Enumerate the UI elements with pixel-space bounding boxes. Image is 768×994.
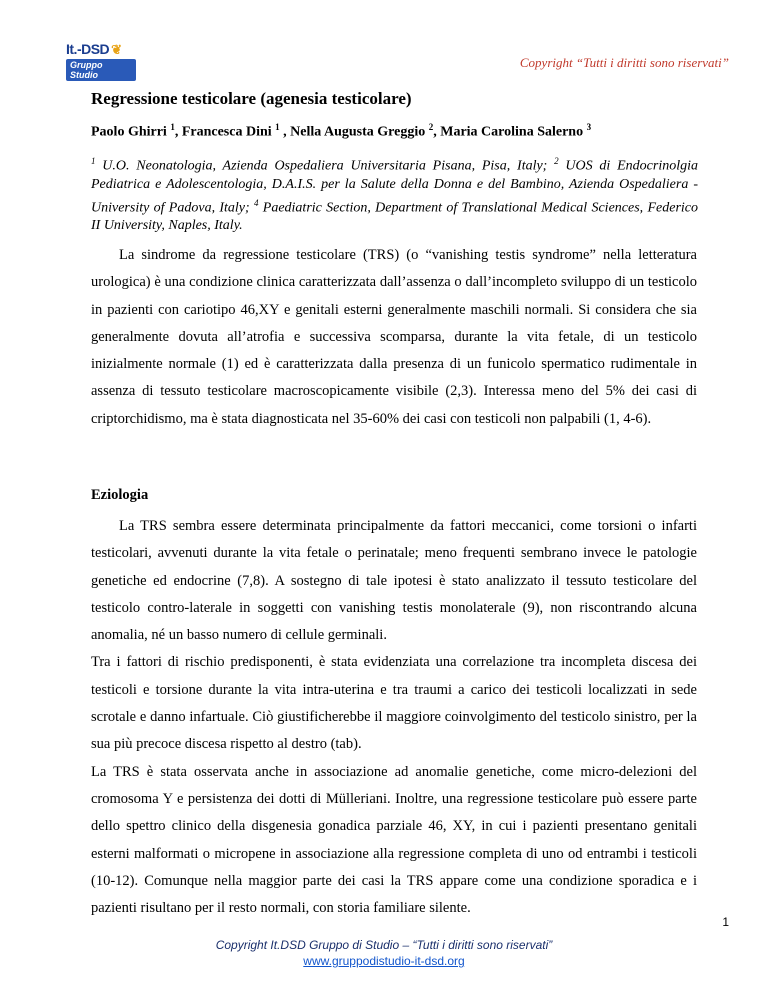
logo-subtitle: Gruppo Studio xyxy=(66,59,136,81)
intro-paragraph: La sindrome da regressione testicolare (TRS) (o “vanishing testis syndrome” nella letteratura urologica) è una condizione clinica caratterizzata dall’assenza o dall’incompleto sviluppo di un testicolo in pazienti con cariotipo 46,XY e genitali esterni generalmente maschili normali. Si considera che sia generalmente dovuta all’atrofia e successiva scomparsa, durante la vita fetale, di un testicolo inizialmente normale (1) ed è caratterizzata dalla presenza di un funicolo spermatico rudimentale in assenza di tessuto testicolare macroscopicamente visibile (2,3). Interessa meno del 5% dei casi di criptorchidismo, ma è stata diagnosticata nel 35-60% dei casi con testicoli non palpabili (1, 4-6). xyxy=(91,247,697,427)
header-copyright: Copyright “Tutti i diritti sono riservati” xyxy=(519,55,729,70)
page-number: 1 xyxy=(722,915,729,929)
logo-swirl-icon: ❦ xyxy=(111,42,122,57)
author-list: Paolo Ghirri $^1$, Francesca Dini $^1$ , Nella Augusta Greggio $^2$, Maria Carolina Salerno $^3$ xyxy=(91,122,592,140)
section-heading: Eziologia xyxy=(91,487,149,503)
logo-brand: It.-DSD ❦ xyxy=(66,41,122,57)
footer-copyright: Copyright It.DSD Gruppo di Studio – “Tutti i diritti sono riservati” xyxy=(215,938,553,952)
section-body xyxy=(91,513,697,922)
footer xyxy=(0,937,768,969)
footer-link[interactable]: www.gruppodistudio-it-dsd.org xyxy=(303,954,465,968)
page-title: Regressione testicolare (agenesia testicolare) xyxy=(91,89,412,108)
section-paragraph-3: La TRS è stata osservata anche in associazione ad anomalie genetiche, come micro-delezioni del cromosoma Y e persistenza dei dotti di Mülleriani. Inoltre, una regressione testicolare può essere parte dello spettro clinico della disgenesia gonadica parziale 46, XY, in cui i pazienti presentano genitali esterni malformati o micropene in associazione alla regressione completa di uno od entrambi i testicoli (10-12). Comunque nella maggior parte dei casi la TRS appare come una condizione sporadica e i pazienti risultano per il resto normali, con storia familiare silente. xyxy=(91,763,697,917)
logo xyxy=(66,41,136,80)
section-paragraph-1: La TRS sembra essere determinata principalmente da fattori meccanici, come torsioni o infarti testicolari, avvenuti durante la vita fetale o perinatale; meno frequenti sembrano invece le patologie genetiche ed endocrine (7,8). A sostegno di tale ipotesi è stato analizzato il tessuto testicolare del testicolo contro-laterale in soggetti con vanishing testis monolaterale (9), non riscontrando alcuna anomalia, né un basso numero di cellule germinali. xyxy=(91,518,697,644)
section-paragraph-2: Tra i fattori di rischio predisponenti, è stata evidenziata una correlazione tra incompleta discesa dei testicoli e torsione durante la vita intra-uterina e tra traumi a carico dei testicoli localizzati in sede scrotale e danno infartuale. Ciò giustificherebbe il maggiore coinvolgimento del testicolo sinistro, per la sua più precoce discesa rispetto al destro (tab). xyxy=(91,654,697,753)
affiliations: $^1$ U.O. Neonatologia, Azienda Ospedaliera Universitaria Pisana, Pisa, Italy; $^2$ UOS di Endocrinolgia Pediatrica e Adolescentologia, D.A.I.S. per la Salute della Donna e del Bambino, Azienda Ospedaliera - University of Padova, Italy; $^4$ Paediatric Section, Department of Translational Medical Sciences, Federico II University, Naples, Italy. xyxy=(91,156,698,234)
